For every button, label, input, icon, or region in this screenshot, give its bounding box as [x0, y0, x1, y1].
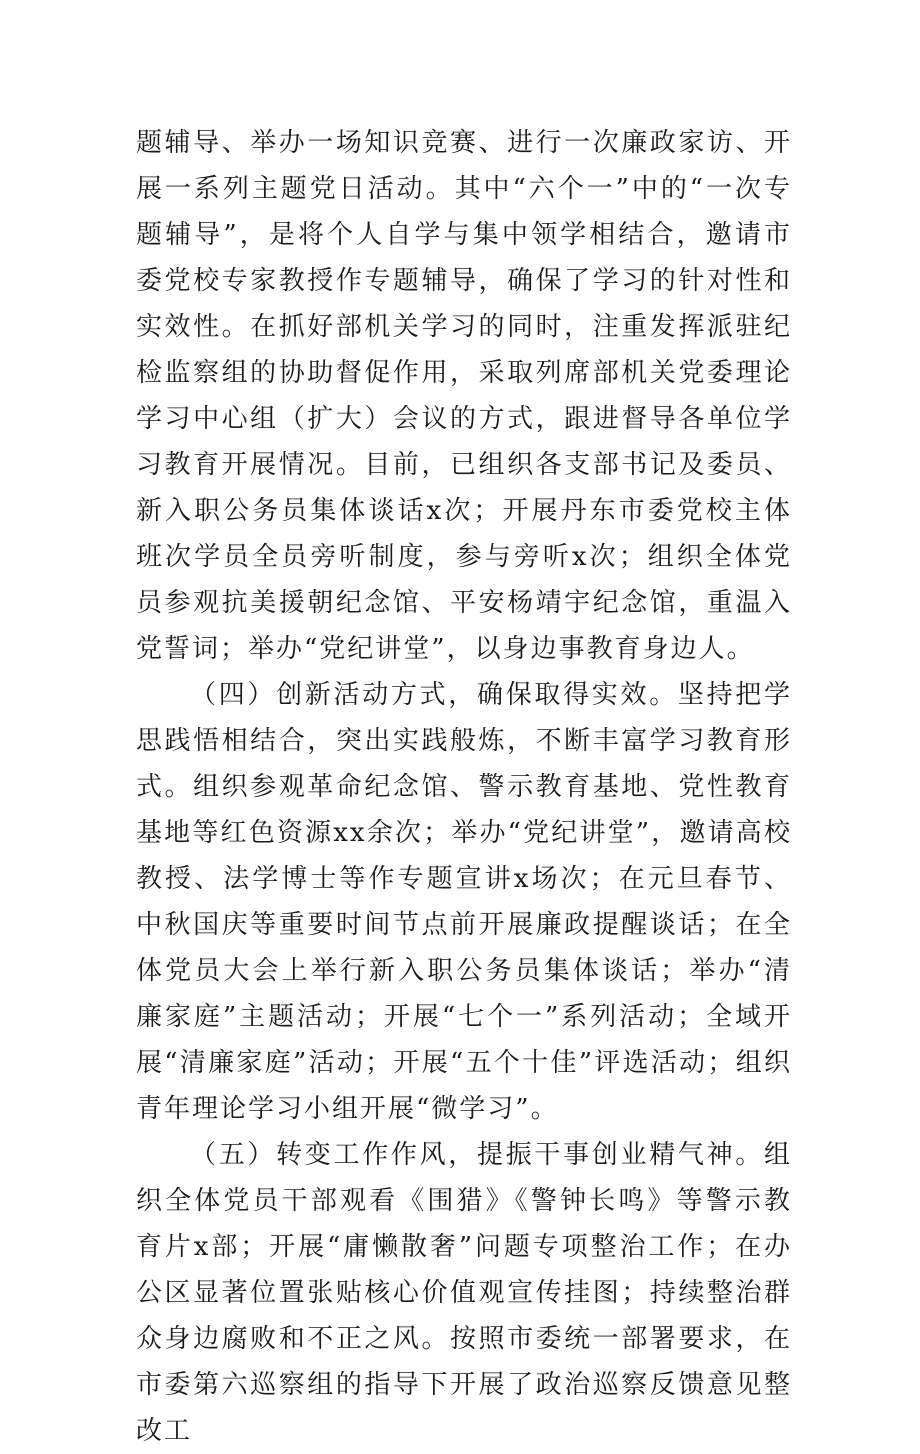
paragraph-2-section-four: （四）创新活动方式，确保取得实效。坚持把学思践悟相结合，突出实践般炼，不断丰富学习教育形式。组织参观革命纪念馆、警示教育基地、党性教育基地等红色资源xx余次；举办“党纪讲堂”，邀请高校教授、法学博士等作专题宣讲x场次；在元旦春节、中秋国庆等重要时间节点前开展廉政提醒谈话；在全体党员大会上举行新入职公务员集体谈话；举办“清廉家庭”主题活动；开展“七个一”系列活动；全域开展“清廉家庭”活动；开展“五个十佳”评选活动；组织青年理论学习小组开展“微学习”。 — [136, 680, 792, 1124]
paragraph-3-section-five: （五）转变工作作风，提振干事创业精气神。组织全体党员干部观看《围猎》《警钟长鸣》等警示教育片x部；开展“庸懒散奢”问题专项整治工作；在办公区显著位置张贴核心价值观宣传挂图；持续整治群众身边腐败和不正之风。按照市委统一部署要求，在市委第六巡察组的指导下开展了政治巡察反馈意见整改工 — [136, 1140, 792, 1446]
paragraph-1: 题辅导、举办一场知识竞赛、进行一次廉政家访、开展一系列主题党日活动。其中“六个一”中的“一次专题辅导”，是将个人自学与集中领学相结合，邀请市委党校专家教授作专题辅导，确保了学习的针对性和实效性。在抓好部机关学习的同时，注重发挥派驻纪检监察组的协助督促作用，采取列席部机关党委理论学习中心组（扩大）会议的方式，跟进督导各单位学习教育开展情况。目前，已组织各支部书记及委员、新入职公务员集体谈话x次；开展丹东市委党校主体班次学员全员旁听制度，参与旁听x次；组织全体党员参观抗美援朝纪念馆、平安杨靖宇纪念馆，重温入党誓词；举办“党纪讲堂”，以身边事教育身边人。 — [136, 128, 792, 664]
document-body — [136, 120, 792, 1454]
